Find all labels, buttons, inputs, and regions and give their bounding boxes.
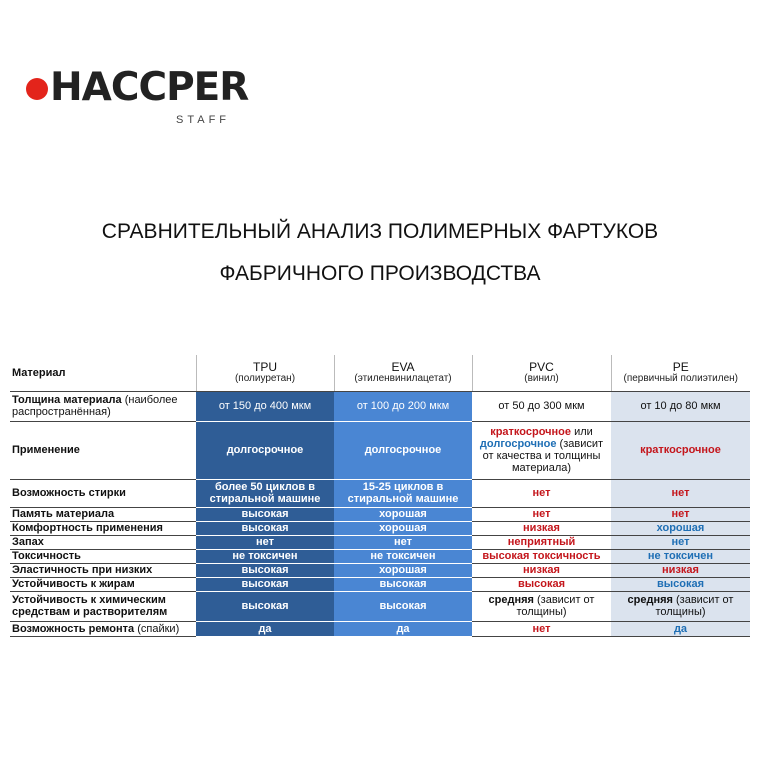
cell-pe: высокая [611, 577, 750, 591]
header-eva [334, 355, 472, 391]
header-tpu [196, 355, 334, 391]
row-label: Устойчивость к химическим средствам и растворителям [10, 591, 196, 621]
cell-eva: долгосрочное [334, 421, 472, 479]
cell-pvc: от 50 до 300 мкм [472, 391, 611, 421]
logo-subtitle: STAFF [176, 114, 231, 126]
comparison-table [10, 355, 750, 637]
header-tpu-name: TPU [253, 359, 277, 374]
cell-tpu: высокая [196, 521, 334, 535]
cell-pe: нет [611, 535, 750, 549]
cell-pvc: нет [472, 479, 611, 507]
row-label: Устойчивость к жирам [10, 577, 196, 591]
cell-pvc: высокая токсичность [472, 549, 611, 563]
cell-pe: средняя (зависит от толщины) [611, 591, 750, 621]
cell-tpu: высокая [196, 563, 334, 577]
cell-pvc: неприятный [472, 535, 611, 549]
row-label: Применение [10, 421, 196, 479]
header-pe [611, 355, 750, 391]
cell-eva: хорошая [334, 507, 472, 521]
cell-eva: высокая [334, 577, 472, 591]
cell-pe: краткосрочное [611, 421, 750, 479]
logo-brand: HACCPER [50, 65, 249, 110]
cell-eva: не токсичен [334, 549, 472, 563]
header-eva-name: EVA [391, 359, 415, 374]
cell-eva: хорошая [334, 563, 472, 577]
row-label: Токсичность [10, 549, 196, 563]
row-label: Толщина материала (наиболее распространённая) [10, 391, 196, 421]
cell-pvc: высокая [472, 577, 611, 591]
cell-eva: да [334, 621, 472, 636]
cell-eva: высокая [334, 591, 472, 621]
table-row-thickness [10, 391, 750, 421]
cell-pe: хорошая [611, 521, 750, 535]
header-tpu-sub: (полиуретан) [234, 372, 296, 384]
page-title-line1: СРАВНИТЕЛЬНЫЙ АНАЛИЗ ПОЛИМЕРНЫХ ФАРТУКОВ [101, 220, 659, 243]
cell-pe: низкая [611, 563, 750, 577]
table-row-memory [10, 507, 750, 521]
header-pe-sub: (первичный полиэтилен) [623, 372, 739, 384]
cell-pvc: краткосрочное или долгосрочное (зависит от качества и толщины материала) [472, 421, 611, 479]
cell-tpu: от 150 до 400 мкм [196, 391, 334, 421]
cell-pe: от 10 до 80 мкм [611, 391, 750, 421]
table-row-usage [10, 421, 750, 479]
haccper-logo [22, 62, 262, 132]
cell-eva: 15-25 циклов в стиральной машине [334, 479, 472, 507]
cell-eva: от 100 до 200 мкм [334, 391, 472, 421]
cell-tpu: высокая [196, 591, 334, 621]
row-label: Эластичность при низких [10, 563, 196, 577]
header-pvc-sub: (винил) [524, 372, 559, 384]
row-label: Возможность стирки [10, 479, 196, 507]
cell-pe: нет [611, 479, 750, 507]
cell-tpu: долгосрочное [196, 421, 334, 479]
cell-pvc: нет [472, 621, 611, 636]
cell-tpu: да [196, 621, 334, 636]
table-row-smell [10, 535, 750, 549]
row-label: Возможность ремонта (спайки) [10, 621, 196, 636]
cell-eva: хорошая [334, 521, 472, 535]
table-row-grease [10, 577, 750, 591]
table-header-row [10, 355, 750, 391]
cell-tpu: не токсичен [196, 549, 334, 563]
header-material-label: Материал [10, 355, 196, 391]
row-label: Запах [10, 535, 196, 549]
cell-tpu: более 50 циклов в стиральной машине [196, 479, 334, 507]
row-label: Память материала [10, 507, 196, 521]
cell-pe: да [611, 621, 750, 636]
header-eva-sub: (этиленвинилацетат) [354, 372, 452, 384]
cell-pe: не токсичен [611, 549, 750, 563]
header-pvc-name: PVC [529, 359, 554, 374]
table-row-repair [10, 621, 750, 636]
cell-pvc: низкая [472, 563, 611, 577]
row-label: Комфортность применения [10, 521, 196, 535]
cell-pvc: нет [472, 507, 611, 521]
cell-tpu: нет [196, 535, 334, 549]
cell-pe: нет [611, 507, 750, 521]
table-row-washing [10, 479, 750, 507]
cell-tpu: высокая [196, 507, 334, 521]
cell-tpu: высокая [196, 577, 334, 591]
cell-pvc: средняя (зависит от толщины) [472, 591, 611, 621]
cell-eva: нет [334, 535, 472, 549]
table-row-comfort [10, 521, 750, 535]
logo-red-dot-icon [26, 78, 48, 100]
header-pvc [472, 355, 611, 391]
table-row-elasticity [10, 563, 750, 577]
page-title-line2: ФАБРИЧНОГО ПРОИЗВОДСТВА [219, 262, 541, 285]
table-row-toxicity [10, 549, 750, 563]
table-row-chemical [10, 591, 750, 621]
cell-pvc: низкая [472, 521, 611, 535]
header-pe-name: PE [672, 359, 689, 374]
